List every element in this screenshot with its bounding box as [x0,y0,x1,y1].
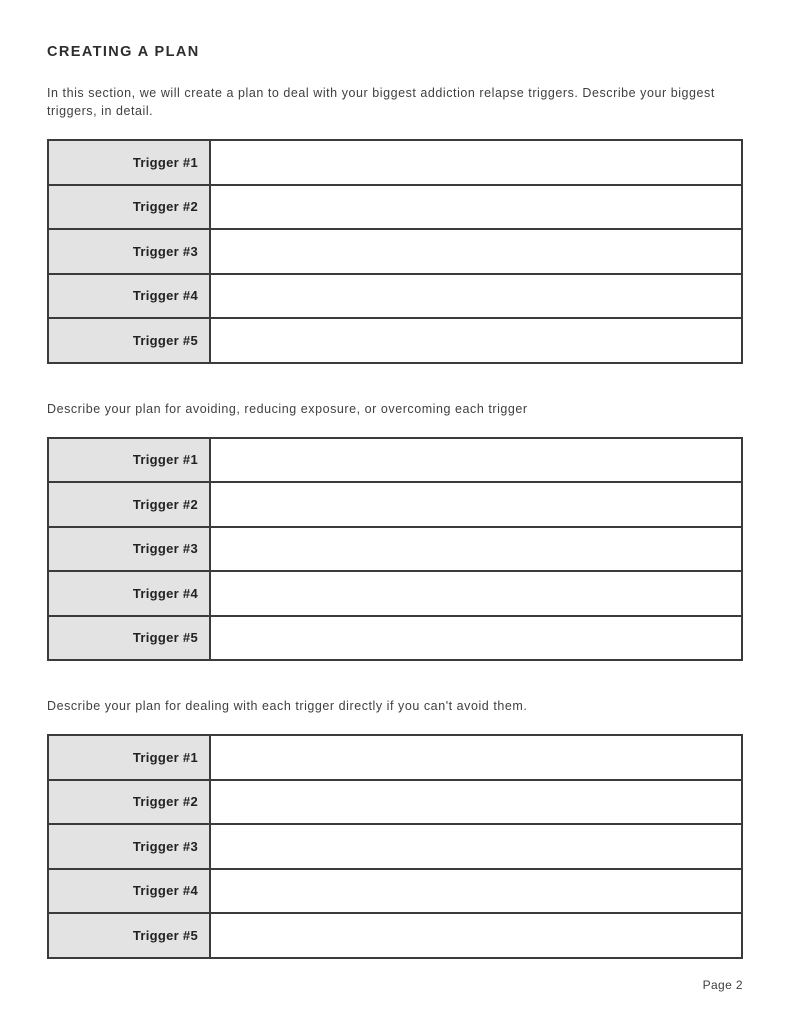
trigger-label: Trigger #3 [48,527,210,572]
trigger-label: Trigger #5 [48,616,210,661]
dealing-plan-table [47,734,743,959]
table-row [48,735,742,780]
answer-cell [210,438,742,483]
table-row [48,185,742,230]
trigger-label: Trigger #1 [48,735,210,780]
answer-cell [210,527,742,572]
answer-cell [210,571,742,616]
table-row [48,274,742,319]
avoiding-plan-heading: Describe your plan for avoiding, reducing exposure, or overcoming each trigger [47,401,528,416]
answer-cell [210,869,742,914]
answer-cell [210,229,742,274]
table-row [48,318,742,363]
trigger-label: Trigger #2 [48,482,210,527]
table-row [48,482,742,527]
answer-cell [210,185,742,230]
page-number: Page 2 [702,977,743,992]
table-row [48,869,742,914]
trigger-label: Trigger #3 [48,229,210,274]
answer-cell [210,735,742,780]
answer-cell [210,824,742,869]
trigger-label: Trigger #3 [48,824,210,869]
table-row [48,616,742,661]
trigger-label: Trigger #2 [48,780,210,825]
table-row [48,913,742,958]
trigger-label: Trigger #5 [48,913,210,958]
answer-cell [210,274,742,319]
page-title: CREATING A PLAN [47,44,200,60]
answer-cell [210,616,742,661]
trigger-label: Trigger #4 [48,274,210,319]
answer-cell [210,140,742,185]
avoiding-plan-table [47,437,743,662]
trigger-label: Trigger #4 [48,571,210,616]
table-row [48,824,742,869]
dealing-plan-heading: Describe your plan for dealing with each trigger directly if you can't avoid them. [47,699,528,713]
answer-cell [210,318,742,363]
answer-cell [210,913,742,958]
answer-cell [210,482,742,527]
trigger-label: Trigger #1 [48,438,210,483]
table-row [48,229,742,274]
trigger-label: Trigger #4 [48,869,210,914]
page-content [47,44,743,992]
table-row [48,780,742,825]
trigger-label: Trigger #1 [48,140,210,185]
table-row [48,438,742,483]
table-row [48,140,742,185]
biggest-triggers-table [47,139,743,364]
trigger-label: Trigger #5 [48,318,210,363]
table-row [48,527,742,572]
table-row [48,571,742,616]
intro-text: In this section, we will create a plan to deal with your biggest addiction relapse triggers. Describe your biggest triggers, in detail. [47,86,715,118]
trigger-label: Trigger #2 [48,185,210,230]
answer-cell [210,780,742,825]
